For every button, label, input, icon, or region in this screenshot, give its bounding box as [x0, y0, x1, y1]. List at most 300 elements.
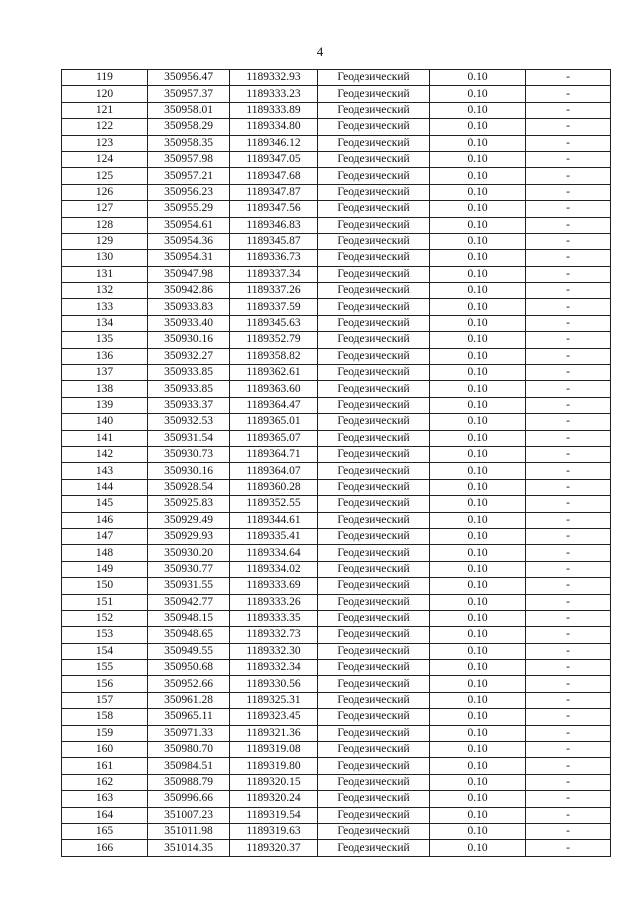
description-cell: -: [526, 660, 611, 676]
method-cell: Геодезический: [318, 168, 430, 184]
x-coordinate-cell: 350958.29: [148, 119, 230, 135]
x-coordinate-cell: 350961.28: [148, 692, 230, 708]
method-cell: Геодезический: [318, 217, 430, 233]
x-coordinate-cell: 350956.47: [148, 70, 230, 86]
accuracy-cell: 0.10: [430, 463, 526, 479]
method-cell: Геодезический: [318, 528, 430, 544]
method-cell: Геодезический: [318, 561, 430, 577]
method-cell: Геодезический: [318, 692, 430, 708]
description-cell: -: [526, 807, 611, 823]
page-number: 4: [316, 44, 324, 59]
accuracy-cell: 0.10: [430, 299, 526, 315]
table-row: [62, 397, 611, 413]
accuracy-cell: 0.10: [430, 578, 526, 594]
y-coordinate-cell: 1189332.30: [230, 643, 318, 659]
description-cell: -: [526, 594, 611, 610]
method-cell: Геодезический: [318, 430, 430, 446]
y-coordinate-cell: 1189364.47: [230, 397, 318, 413]
point-number-cell: 152: [62, 610, 148, 626]
method-cell: Геодезический: [318, 201, 430, 217]
y-coordinate-cell: 1189347.87: [230, 184, 318, 200]
y-coordinate-cell: 1189330.56: [230, 676, 318, 692]
table-row: [62, 709, 611, 725]
description-cell: -: [526, 397, 611, 413]
table-row: [62, 610, 611, 626]
method-cell: Геодезический: [318, 315, 430, 331]
x-coordinate-cell: 350932.53: [148, 414, 230, 430]
x-coordinate-cell: 351011.98: [148, 823, 230, 839]
x-coordinate-cell: 350929.49: [148, 512, 230, 528]
x-coordinate-cell: 350957.37: [148, 86, 230, 102]
y-coordinate-cell: 1189345.63: [230, 315, 318, 331]
point-number-cell: 144: [62, 479, 148, 495]
accuracy-cell: 0.10: [430, 381, 526, 397]
description-cell: -: [526, 135, 611, 151]
accuracy-cell: 0.10: [430, 86, 526, 102]
y-coordinate-cell: 1189333.35: [230, 610, 318, 626]
point-number-cell: 133: [62, 299, 148, 315]
point-number-cell: 162: [62, 774, 148, 790]
method-cell: Геодезический: [318, 742, 430, 758]
y-coordinate-cell: 1189319.80: [230, 758, 318, 774]
description-cell: -: [526, 725, 611, 741]
method-cell: Геодезический: [318, 610, 430, 626]
method-cell: Геодезический: [318, 299, 430, 315]
point-number-cell: 165: [62, 823, 148, 839]
point-number-cell: 140: [62, 414, 148, 430]
y-coordinate-cell: 1189363.60: [230, 381, 318, 397]
table-row: [62, 643, 611, 659]
point-number-cell: 163: [62, 791, 148, 807]
accuracy-cell: 0.10: [430, 528, 526, 544]
x-coordinate-cell: 350930.73: [148, 446, 230, 462]
accuracy-cell: 0.10: [430, 201, 526, 217]
description-cell: -: [526, 791, 611, 807]
accuracy-cell: 0.10: [430, 627, 526, 643]
point-number-cell: 138: [62, 381, 148, 397]
y-coordinate-cell: 1189364.71: [230, 446, 318, 462]
x-coordinate-cell: 350933.40: [148, 315, 230, 331]
table-row: [62, 119, 611, 135]
x-coordinate-cell: 350957.21: [148, 168, 230, 184]
table-row: [62, 201, 611, 217]
description-cell: -: [526, 840, 611, 856]
point-number-cell: 123: [62, 135, 148, 151]
method-cell: Геодезический: [318, 840, 430, 856]
y-coordinate-cell: 1189347.56: [230, 201, 318, 217]
description-cell: -: [526, 709, 611, 725]
point-number-cell: 130: [62, 250, 148, 266]
description-cell: -: [526, 233, 611, 249]
table-row: [62, 299, 611, 315]
point-number-cell: 135: [62, 332, 148, 348]
accuracy-cell: 0.10: [430, 725, 526, 741]
description-cell: -: [526, 217, 611, 233]
method-cell: Геодезический: [318, 102, 430, 118]
method-cell: Геодезический: [318, 823, 430, 839]
point-number-cell: 159: [62, 725, 148, 741]
x-coordinate-cell: 350984.51: [148, 758, 230, 774]
method-cell: Геодезический: [318, 348, 430, 364]
y-coordinate-cell: 1189332.34: [230, 660, 318, 676]
x-coordinate-cell: 350988.79: [148, 774, 230, 790]
description-cell: -: [526, 86, 611, 102]
point-number-cell: 141: [62, 430, 148, 446]
accuracy-cell: 0.10: [430, 70, 526, 86]
y-coordinate-cell: 1189337.59: [230, 299, 318, 315]
accuracy-cell: 0.10: [430, 479, 526, 495]
y-coordinate-cell: 1189347.05: [230, 151, 318, 167]
table-row: [62, 578, 611, 594]
accuracy-cell: 0.10: [430, 561, 526, 577]
description-cell: -: [526, 151, 611, 167]
y-coordinate-cell: 1189333.23: [230, 86, 318, 102]
description-cell: -: [526, 430, 611, 446]
accuracy-cell: 0.10: [430, 168, 526, 184]
accuracy-cell: 0.10: [430, 692, 526, 708]
table-row: [62, 414, 611, 430]
x-coordinate-cell: 350930.77: [148, 561, 230, 577]
point-number-cell: 160: [62, 742, 148, 758]
y-coordinate-cell: 1189365.07: [230, 430, 318, 446]
point-number-cell: 155: [62, 660, 148, 676]
table-row: [62, 561, 611, 577]
method-cell: Геодезический: [318, 676, 430, 692]
accuracy-cell: 0.10: [430, 151, 526, 167]
accuracy-cell: 0.10: [430, 660, 526, 676]
accuracy-cell: 0.10: [430, 676, 526, 692]
description-cell: -: [526, 545, 611, 561]
description-cell: -: [526, 348, 611, 364]
description-cell: -: [526, 446, 611, 462]
table-row: [62, 823, 611, 839]
table-row: [62, 283, 611, 299]
description-cell: -: [526, 627, 611, 643]
method-cell: Геодезический: [318, 496, 430, 512]
accuracy-cell: 0.10: [430, 348, 526, 364]
description-cell: -: [526, 119, 611, 135]
point-number-cell: 122: [62, 119, 148, 135]
table-row: [62, 102, 611, 118]
point-number-cell: 143: [62, 463, 148, 479]
x-coordinate-cell: 350948.15: [148, 610, 230, 626]
method-cell: Геодезический: [318, 266, 430, 282]
method-cell: Геодезический: [318, 660, 430, 676]
point-number-cell: 156: [62, 676, 148, 692]
y-coordinate-cell: 1189321.36: [230, 725, 318, 741]
y-coordinate-cell: 1189319.08: [230, 742, 318, 758]
table-row: [62, 791, 611, 807]
y-coordinate-cell: 1189337.34: [230, 266, 318, 282]
accuracy-cell: 0.10: [430, 119, 526, 135]
table-row: [62, 217, 611, 233]
point-number-cell: 150: [62, 578, 148, 594]
y-coordinate-cell: 1189332.93: [230, 70, 318, 86]
description-cell: -: [526, 414, 611, 430]
point-number-cell: 148: [62, 545, 148, 561]
accuracy-cell: 0.10: [430, 446, 526, 462]
table-row: [62, 496, 611, 512]
description-cell: -: [526, 643, 611, 659]
description-cell: -: [526, 512, 611, 528]
y-coordinate-cell: 1189362.61: [230, 365, 318, 381]
method-cell: Геодезический: [318, 512, 430, 528]
table-row: [62, 250, 611, 266]
table-row: [62, 512, 611, 528]
point-number-cell: 154: [62, 643, 148, 659]
description-cell: -: [526, 184, 611, 200]
table-row: [62, 742, 611, 758]
method-cell: Геодезический: [318, 233, 430, 249]
point-number-cell: 147: [62, 528, 148, 544]
table-row: [62, 660, 611, 676]
point-number-cell: 142: [62, 446, 148, 462]
point-number-cell: 166: [62, 840, 148, 856]
x-coordinate-cell: 350952.66: [148, 676, 230, 692]
table-row: [62, 479, 611, 495]
method-cell: Геодезический: [318, 135, 430, 151]
point-number-cell: 139: [62, 397, 148, 413]
point-number-cell: 158: [62, 709, 148, 725]
y-coordinate-cell: 1189337.26: [230, 283, 318, 299]
description-cell: -: [526, 299, 611, 315]
y-coordinate-cell: 1189325.31: [230, 692, 318, 708]
table-row: [62, 545, 611, 561]
table-row: [62, 86, 611, 102]
description-cell: -: [526, 758, 611, 774]
description-cell: -: [526, 250, 611, 266]
accuracy-cell: 0.10: [430, 365, 526, 381]
description-cell: -: [526, 365, 611, 381]
table-row: [62, 528, 611, 544]
table-row: [62, 332, 611, 348]
x-coordinate-cell: 351007.23: [148, 807, 230, 823]
y-coordinate-cell: 1189345.87: [230, 233, 318, 249]
method-cell: Геодезический: [318, 365, 430, 381]
table-row: [62, 594, 611, 610]
description-cell: -: [526, 676, 611, 692]
y-coordinate-cell: 1189360.28: [230, 479, 318, 495]
x-coordinate-cell: 350942.77: [148, 594, 230, 610]
x-coordinate-cell: 350942.86: [148, 283, 230, 299]
accuracy-cell: 0.10: [430, 233, 526, 249]
y-coordinate-cell: 1189336.73: [230, 250, 318, 266]
table-row: [62, 774, 611, 790]
point-number-cell: 119: [62, 70, 148, 86]
point-number-cell: 137: [62, 365, 148, 381]
accuracy-cell: 0.10: [430, 315, 526, 331]
point-number-cell: 132: [62, 283, 148, 299]
x-coordinate-cell: 351014.35: [148, 840, 230, 856]
y-coordinate-cell: 1189319.54: [230, 807, 318, 823]
table-row: [62, 463, 611, 479]
description-cell: -: [526, 332, 611, 348]
description-cell: -: [526, 381, 611, 397]
x-coordinate-cell: 350933.37: [148, 397, 230, 413]
x-coordinate-cell: 350948.65: [148, 627, 230, 643]
x-coordinate-cell: 350954.61: [148, 217, 230, 233]
y-coordinate-cell: 1189335.41: [230, 528, 318, 544]
point-number-cell: 146: [62, 512, 148, 528]
table-row: [62, 381, 611, 397]
x-coordinate-cell: 350931.55: [148, 578, 230, 594]
point-number-cell: 134: [62, 315, 148, 331]
x-coordinate-cell: 350930.16: [148, 332, 230, 348]
table-row: [62, 627, 611, 643]
description-cell: -: [526, 102, 611, 118]
y-coordinate-cell: 1189320.37: [230, 840, 318, 856]
table-row: [62, 168, 611, 184]
x-coordinate-cell: 350956.23: [148, 184, 230, 200]
table-row: [62, 692, 611, 708]
method-cell: Геодезический: [318, 725, 430, 741]
description-cell: -: [526, 479, 611, 495]
point-number-cell: 149: [62, 561, 148, 577]
description-cell: -: [526, 610, 611, 626]
accuracy-cell: 0.10: [430, 709, 526, 725]
y-coordinate-cell: 1189346.12: [230, 135, 318, 151]
y-coordinate-cell: 1189333.69: [230, 578, 318, 594]
table-row: [62, 233, 611, 249]
y-coordinate-cell: 1189346.83: [230, 217, 318, 233]
accuracy-cell: 0.10: [430, 807, 526, 823]
method-cell: Геодезический: [318, 283, 430, 299]
method-cell: Геодезический: [318, 758, 430, 774]
point-number-cell: 127: [62, 201, 148, 217]
accuracy-cell: 0.10: [430, 774, 526, 790]
y-coordinate-cell: 1189364.07: [230, 463, 318, 479]
coordinates-table-body: [62, 70, 611, 857]
table-row: [62, 365, 611, 381]
point-number-cell: 121: [62, 102, 148, 118]
point-number-cell: 124: [62, 151, 148, 167]
accuracy-cell: 0.10: [430, 266, 526, 282]
accuracy-cell: 0.10: [430, 102, 526, 118]
accuracy-cell: 0.10: [430, 643, 526, 659]
x-coordinate-cell: 350958.01: [148, 102, 230, 118]
y-coordinate-cell: 1189365.01: [230, 414, 318, 430]
x-coordinate-cell: 350957.98: [148, 151, 230, 167]
x-coordinate-cell: 350929.93: [148, 528, 230, 544]
accuracy-cell: 0.10: [430, 217, 526, 233]
point-number-cell: 145: [62, 496, 148, 512]
description-cell: -: [526, 561, 611, 577]
method-cell: Геодезический: [318, 381, 430, 397]
point-number-cell: 151: [62, 594, 148, 610]
table-row: [62, 676, 611, 692]
y-coordinate-cell: 1189334.02: [230, 561, 318, 577]
description-cell: -: [526, 201, 611, 217]
x-coordinate-cell: 350965.11: [148, 709, 230, 725]
x-coordinate-cell: 350933.85: [148, 365, 230, 381]
accuracy-cell: 0.10: [430, 414, 526, 430]
method-cell: Геодезический: [318, 446, 430, 462]
accuracy-cell: 0.10: [430, 610, 526, 626]
table-row: [62, 184, 611, 200]
description-cell: -: [526, 692, 611, 708]
accuracy-cell: 0.10: [430, 594, 526, 610]
x-coordinate-cell: 350933.85: [148, 381, 230, 397]
point-number-cell: 161: [62, 758, 148, 774]
point-number-cell: 153: [62, 627, 148, 643]
accuracy-cell: 0.10: [430, 823, 526, 839]
accuracy-cell: 0.10: [430, 283, 526, 299]
table-row: [62, 725, 611, 741]
y-coordinate-cell: 1189323.45: [230, 709, 318, 725]
method-cell: Геодезический: [318, 774, 430, 790]
description-cell: -: [526, 266, 611, 282]
coordinates-table: [61, 69, 611, 857]
method-cell: Геодезический: [318, 479, 430, 495]
point-number-cell: 120: [62, 86, 148, 102]
x-coordinate-cell: 350931.54: [148, 430, 230, 446]
description-cell: -: [526, 70, 611, 86]
accuracy-cell: 0.10: [430, 430, 526, 446]
x-coordinate-cell: 350980.70: [148, 742, 230, 758]
description-cell: -: [526, 528, 611, 544]
point-number-cell: 131: [62, 266, 148, 282]
method-cell: Геодезический: [318, 594, 430, 610]
x-coordinate-cell: 350928.54: [148, 479, 230, 495]
accuracy-cell: 0.10: [430, 332, 526, 348]
point-number-cell: 136: [62, 348, 148, 364]
accuracy-cell: 0.10: [430, 496, 526, 512]
y-coordinate-cell: 1189334.64: [230, 545, 318, 561]
point-number-cell: 125: [62, 168, 148, 184]
description-cell: -: [526, 496, 611, 512]
accuracy-cell: 0.10: [430, 397, 526, 413]
method-cell: Геодезический: [318, 86, 430, 102]
table-row: [62, 70, 611, 86]
y-coordinate-cell: 1189344.61: [230, 512, 318, 528]
method-cell: Геодезический: [318, 119, 430, 135]
method-cell: Геодезический: [318, 627, 430, 643]
method-cell: Геодезический: [318, 414, 430, 430]
point-number-cell: 129: [62, 233, 148, 249]
method-cell: Геодезический: [318, 184, 430, 200]
description-cell: -: [526, 742, 611, 758]
y-coordinate-cell: 1189333.26: [230, 594, 318, 610]
x-coordinate-cell: 350996.66: [148, 791, 230, 807]
method-cell: Геодезический: [318, 791, 430, 807]
method-cell: Геодезический: [318, 545, 430, 561]
description-cell: -: [526, 315, 611, 331]
table-row: [62, 348, 611, 364]
y-coordinate-cell: 1189333.89: [230, 102, 318, 118]
x-coordinate-cell: 350925.83: [148, 496, 230, 512]
x-coordinate-cell: 350949.55: [148, 643, 230, 659]
accuracy-cell: 0.10: [430, 250, 526, 266]
method-cell: Геодезический: [318, 250, 430, 266]
accuracy-cell: 0.10: [430, 742, 526, 758]
point-number-cell: 128: [62, 217, 148, 233]
method-cell: Геодезический: [318, 151, 430, 167]
y-coordinate-cell: 1189319.63: [230, 823, 318, 839]
method-cell: Геодезический: [318, 397, 430, 413]
x-coordinate-cell: 350932.27: [148, 348, 230, 364]
table-row: [62, 446, 611, 462]
method-cell: Геодезический: [318, 709, 430, 725]
accuracy-cell: 0.10: [430, 758, 526, 774]
y-coordinate-cell: 1189332.73: [230, 627, 318, 643]
y-coordinate-cell: 1189352.79: [230, 332, 318, 348]
accuracy-cell: 0.10: [430, 512, 526, 528]
y-coordinate-cell: 1189334.80: [230, 119, 318, 135]
method-cell: Геодезический: [318, 332, 430, 348]
x-coordinate-cell: 350947.98: [148, 266, 230, 282]
method-cell: Геодезический: [318, 643, 430, 659]
accuracy-cell: 0.10: [430, 184, 526, 200]
